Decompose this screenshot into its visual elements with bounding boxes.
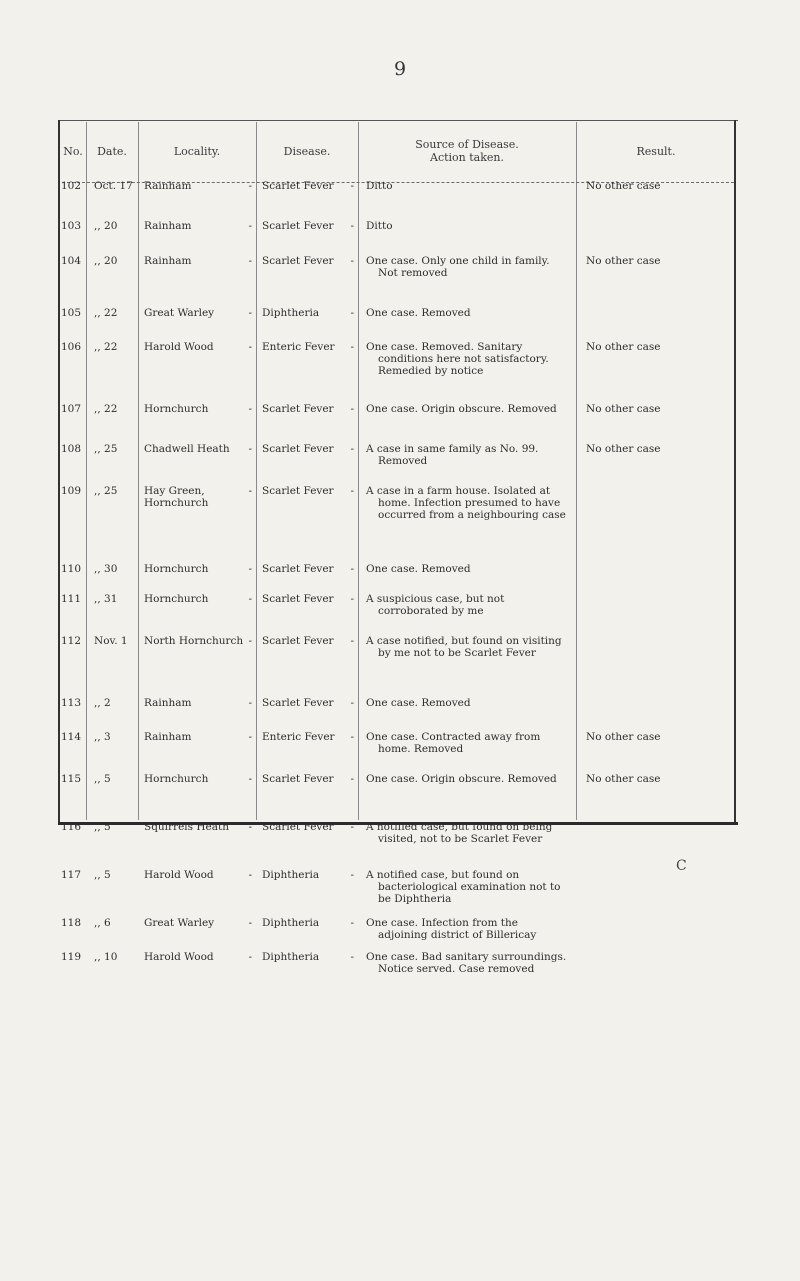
row-locality: [138, 773, 256, 821]
signature-mark: C: [676, 858, 687, 874]
row-number: 104: [61, 255, 82, 267]
row-disease-text: Scarlet Fever: [262, 773, 334, 785]
table-row: [60, 697, 736, 731]
row-disease-text: Diphtheria: [262, 869, 320, 881]
row-result: No other case: [586, 403, 661, 415]
ditto-dash: -: [350, 180, 354, 192]
ditto-dash: -: [350, 220, 354, 232]
row-date: ,, 5: [94, 773, 111, 785]
row-date: ,, 22: [94, 341, 118, 353]
row-disease: [256, 485, 358, 563]
ditto-dash: -: [248, 485, 252, 497]
row-result: No other case: [586, 341, 661, 353]
row-disease: [256, 731, 358, 773]
ditto-dash: -: [350, 731, 354, 743]
ditto-dash: -: [248, 731, 252, 743]
row-locality: [138, 403, 256, 443]
row-result: [576, 697, 736, 731]
table-row: [60, 307, 736, 341]
row-disease: [256, 917, 358, 951]
row-date: ,, 22: [94, 307, 118, 319]
ditto-dash: -: [350, 917, 354, 929]
row-number: 117: [61, 869, 82, 881]
row-disease-text: Scarlet Fever: [262, 593, 334, 605]
row-number: 107: [61, 403, 82, 415]
row-disease: [256, 307, 358, 341]
ditto-dash: -: [248, 635, 252, 647]
ditto-dash: -: [248, 773, 252, 785]
row-source-action: [358, 180, 576, 220]
row-source-action-text: A suspicious case, but not corroborated by me: [366, 593, 505, 617]
table-body: [60, 180, 736, 1007]
row-locality-text: Hornchurch: [144, 773, 209, 785]
ditto-dash: -: [350, 869, 354, 881]
row-disease: [256, 180, 358, 220]
ditto-dash: -: [350, 341, 354, 353]
ditto-dash: -: [248, 917, 252, 929]
row-source-action: [358, 821, 576, 869]
row-disease: [256, 635, 358, 697]
row-locality-text: Harold Wood: [144, 951, 214, 963]
row-locality-text: Harold Wood: [144, 869, 214, 881]
ditto-dash: -: [248, 255, 252, 267]
row-source-action-text: One case. Origin obscure. Removed: [366, 403, 557, 415]
row-disease: [256, 403, 358, 443]
row-source-action: [358, 635, 576, 697]
table-row: [60, 220, 736, 255]
row-result: [576, 307, 736, 341]
row-result: [576, 635, 736, 697]
row-source-action: [358, 220, 576, 255]
row-locality: [138, 951, 256, 1007]
row-number: 106: [61, 341, 82, 353]
row-locality: [138, 180, 256, 220]
ditto-dash: -: [350, 951, 354, 963]
header-source: Source of Disease. Action taken.: [415, 138, 519, 164]
ditto-dash: -: [248, 220, 252, 232]
row-result: No other case: [586, 443, 661, 455]
ditto-dash: -: [350, 563, 354, 575]
row-number: 110: [61, 563, 82, 575]
row-source-action: [358, 697, 576, 731]
ditto-dash: -: [350, 307, 354, 319]
row-date: ,, 5: [94, 821, 111, 833]
row-result: [576, 485, 736, 563]
row-disease: [256, 220, 358, 255]
row-disease-text: Scarlet Fever: [262, 697, 334, 709]
row-date: Nov. 1: [94, 635, 128, 647]
row-result: [576, 951, 736, 1007]
row-locality: [138, 593, 256, 635]
row-locality-text: Squirrels Heath: [144, 821, 229, 833]
row-source-action-text: One case. Removed: [366, 697, 471, 709]
row-locality-text: Rainham: [144, 180, 192, 192]
row-locality-text: Chadwell Heath: [144, 443, 230, 455]
header-result: Result.: [636, 144, 676, 158]
row-locality-text: Great Warley: [144, 917, 215, 929]
ditto-dash: -: [350, 697, 354, 709]
row-date: ,, 20: [94, 255, 118, 267]
row-number: 115: [61, 773, 82, 785]
row-source-action: [358, 593, 576, 635]
row-source-action-text: Ditto: [366, 220, 393, 232]
row-number: 103: [61, 220, 82, 232]
row-locality-text: Hornchurch: [144, 403, 209, 415]
table-row: [60, 951, 736, 1007]
row-source-action-text: One case. Removed: [366, 307, 471, 319]
row-disease-text: Scarlet Fever: [262, 443, 334, 455]
row-locality: [138, 731, 256, 773]
header-no: No.: [63, 144, 83, 158]
row-source-action: [358, 563, 576, 593]
ditto-dash: -: [248, 403, 252, 415]
ditto-dash: -: [350, 773, 354, 785]
table-header-row: [60, 122, 736, 180]
row-locality-text: Hornchurch: [144, 563, 209, 575]
row-disease-text: Scarlet Fever: [262, 220, 334, 232]
row-source-action: [358, 917, 576, 951]
row-number: 114: [61, 731, 82, 743]
row-source-action: [358, 443, 576, 485]
row-disease: [256, 593, 358, 635]
row-date: ,, 25: [94, 443, 118, 455]
row-number: 111: [61, 593, 82, 605]
ditto-dash: -: [350, 821, 354, 833]
header-disease: Disease.: [283, 144, 331, 158]
row-date: ,, 25: [94, 485, 118, 497]
row-number: 102: [61, 180, 82, 192]
row-source-action: [358, 773, 576, 821]
row-source-action: [358, 485, 576, 563]
ditto-dash: -: [350, 255, 354, 267]
ditto-dash: -: [248, 307, 252, 319]
row-number: 118: [61, 917, 82, 929]
row-disease: [256, 341, 358, 403]
row-locality: [138, 697, 256, 731]
row-disease: [256, 443, 358, 485]
row-locality-text: Rainham: [144, 220, 192, 232]
row-number: 112: [61, 635, 82, 647]
ditto-dash: -: [248, 697, 252, 709]
row-source-action-text: One case. Origin obscure. Removed: [366, 773, 557, 785]
ditto-dash: -: [350, 443, 354, 455]
row-result: [576, 821, 736, 869]
row-date: ,, 5: [94, 869, 111, 881]
row-result: No other case: [586, 180, 661, 192]
ditto-dash: -: [248, 821, 252, 833]
row-disease-text: Enteric Fever: [262, 731, 335, 743]
table-row: [60, 485, 736, 563]
row-date: ,, 30: [94, 563, 118, 575]
row-number: 119: [61, 951, 82, 963]
row-source-action: [358, 869, 576, 917]
disease-register-table: [58, 120, 736, 975]
row-locality: [138, 307, 256, 341]
row-source-action: [358, 731, 576, 773]
table-row: [60, 563, 736, 593]
row-disease: [256, 773, 358, 821]
table-row: [60, 403, 736, 443]
row-disease-text: Diphtheria: [262, 951, 320, 963]
row-locality-text: Great Warley: [144, 307, 215, 319]
row-locality: [138, 485, 256, 563]
row-locality: [138, 869, 256, 917]
row-number: 108: [61, 443, 82, 455]
row-result: [576, 220, 736, 255]
row-locality-text: Harold Wood: [144, 341, 214, 353]
row-source-action-text: One case. Contracted away from home. Removed: [366, 731, 541, 755]
row-disease: [256, 255, 358, 307]
row-date: ,, 6: [94, 917, 111, 929]
table-row: [60, 255, 736, 307]
row-result: [576, 869, 736, 917]
ditto-dash: -: [350, 485, 354, 497]
row-date: Oct. 17: [94, 180, 133, 192]
row-disease-text: Scarlet Fever: [262, 635, 334, 647]
row-disease-text: Scarlet Fever: [262, 821, 334, 833]
row-locality: [138, 341, 256, 403]
table-row: [60, 917, 736, 951]
table-top-rule: [58, 120, 738, 121]
row-disease: [256, 869, 358, 917]
row-result: [576, 593, 736, 635]
row-number: 113: [61, 697, 82, 709]
row-date: ,, 20: [94, 220, 118, 232]
row-disease-text: Scarlet Fever: [262, 403, 334, 415]
register-grid: [60, 122, 736, 1007]
row-locality: [138, 220, 256, 255]
ditto-dash: -: [248, 341, 252, 353]
row-source-action-text: One case. Infection from the adjoining district of Billericay: [366, 917, 537, 941]
row-result: [576, 917, 736, 951]
row-date: ,, 3: [94, 731, 111, 743]
row-source-action-text: A notified case, but found on bacteriological examination not to be Diphtheria: [366, 869, 561, 905]
row-locality-text: Rainham: [144, 731, 192, 743]
ditto-dash: -: [248, 869, 252, 881]
row-source-action: [358, 341, 576, 403]
row-source-action-text: A case in same family as No. 99. Removed: [366, 443, 539, 467]
row-source-action-text: One case. Removed: [366, 563, 471, 575]
row-number: 109: [61, 485, 82, 497]
ditto-dash: -: [248, 180, 252, 192]
row-source-action-text: Ditto: [366, 180, 393, 192]
table-row: [60, 773, 736, 821]
ditto-dash: -: [350, 593, 354, 605]
table-row: [60, 593, 736, 635]
row-source-action: [358, 307, 576, 341]
row-source-action: [358, 951, 576, 1007]
row-disease: [256, 563, 358, 593]
table-row: [60, 821, 736, 869]
row-locality-text: Hornchurch: [144, 593, 209, 605]
row-source-action-text: One case. Only one child in family. Not removed: [366, 255, 550, 279]
row-locality: [138, 635, 256, 697]
row-result: No other case: [586, 255, 661, 267]
row-date: ,, 31: [94, 593, 118, 605]
row-disease: [256, 951, 358, 1007]
row-source-action: [358, 403, 576, 443]
ditto-dash: -: [350, 635, 354, 647]
row-number: 105: [61, 307, 82, 319]
row-result: No other case: [586, 773, 661, 785]
ditto-dash: -: [248, 563, 252, 575]
row-locality: [138, 821, 256, 869]
row-disease-text: Scarlet Fever: [262, 485, 334, 497]
row-source-action-text: One case. Bad sanitary surroundings. Notice served. Case removed: [366, 951, 567, 975]
row-disease-text: Enteric Fever: [262, 341, 335, 353]
row-disease: [256, 697, 358, 731]
row-disease-text: Scarlet Fever: [262, 180, 334, 192]
row-date: ,, 10: [94, 951, 118, 963]
row-result: No other case: [586, 731, 661, 743]
row-locality-text: Rainham: [144, 255, 192, 267]
ditto-dash: -: [248, 593, 252, 605]
table-row: [60, 443, 736, 485]
row-locality: [138, 917, 256, 951]
table-row: [60, 341, 736, 403]
table-row: [60, 180, 736, 220]
row-locality: [138, 255, 256, 307]
row-disease-text: Diphtheria: [262, 917, 320, 929]
row-source-action-text: A case in a farm house. Isolated at home. Infection presumed to have occurred from a neighbouring case: [366, 485, 566, 521]
ditto-dash: -: [248, 951, 252, 963]
table-row: [60, 869, 736, 917]
header-locality: Locality.: [173, 144, 221, 158]
row-locality: [138, 443, 256, 485]
row-disease-text: Scarlet Fever: [262, 563, 334, 575]
row-disease: [256, 821, 358, 869]
header-date: Date.: [97, 144, 127, 158]
table-row: [60, 635, 736, 697]
ditto-dash: -: [248, 443, 252, 455]
row-source-action-text: A case notified, but found on visiting by me not to be Scarlet Fever: [366, 635, 562, 659]
row-source-action-text: One case. Removed. Sanitary conditions here not satisfactory. Remedied by notice: [366, 341, 549, 377]
row-locality-text: Rainham: [144, 697, 192, 709]
row-date: ,, 22: [94, 403, 118, 415]
row-source-action-text: A notified case, but found on being visited, not to be Scarlet Fever: [366, 821, 553, 845]
row-locality-text: North Hornchurch: [144, 635, 244, 647]
row-locality-text: Hay Green, Hornchurch: [144, 485, 209, 509]
row-number: 116: [61, 821, 82, 833]
row-locality: [138, 563, 256, 593]
row-disease-text: Diphtheria: [262, 307, 320, 319]
table-row: [60, 731, 736, 773]
row-source-action: [358, 255, 576, 307]
ditto-dash: -: [350, 403, 354, 415]
page-number: 9: [393, 58, 407, 80]
row-disease-text: Scarlet Fever: [262, 255, 334, 267]
row-date: ,, 2: [94, 697, 111, 709]
row-result: [576, 563, 736, 593]
